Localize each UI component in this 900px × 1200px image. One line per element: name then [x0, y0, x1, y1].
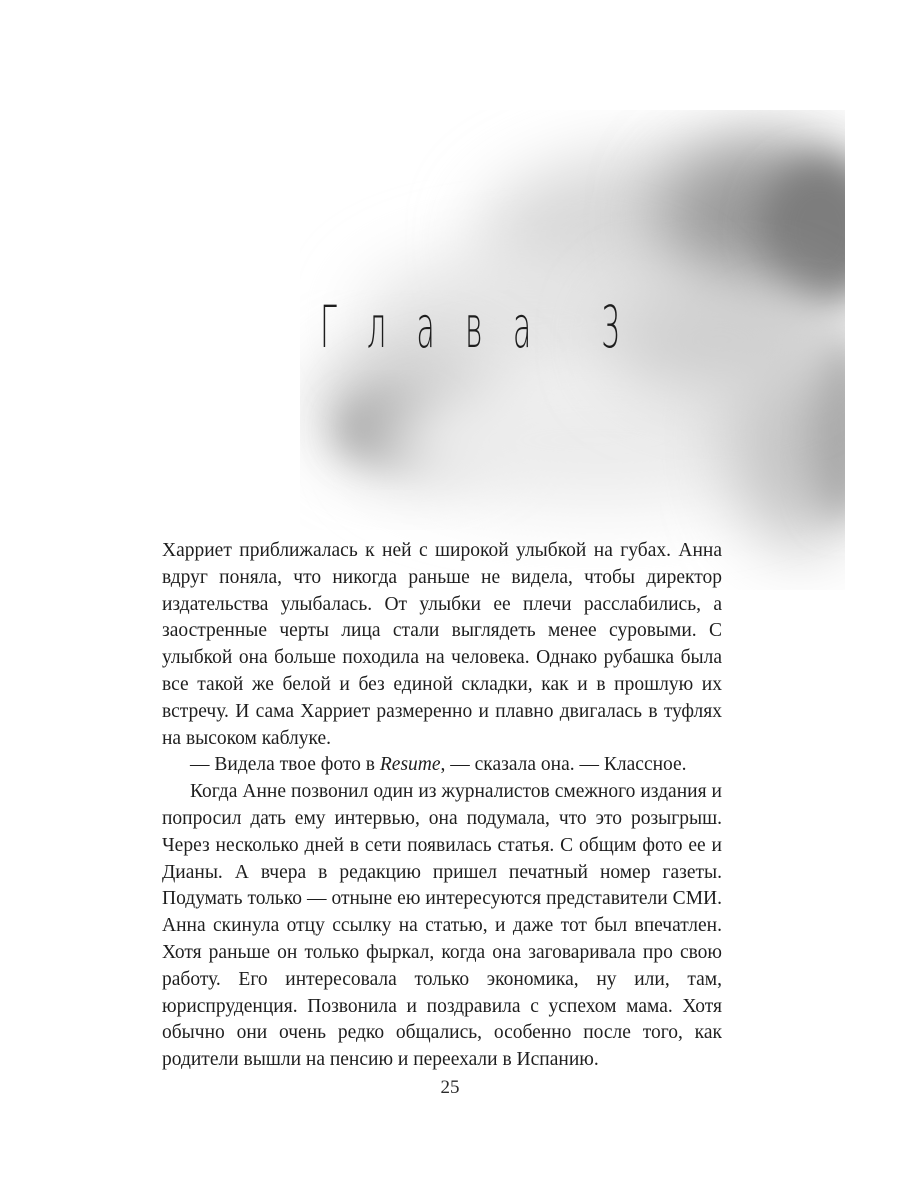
paragraph: Когда Анне позвонил один из журналистов смежного издания и попросил дать ему интервью, она подумала, что это розыгрыш. Через несколько дней в сети появилась статья. С общим фото ее и Дианы. А вчера в редакцию пришел печатный номер газеты. Подумать только — отныне ею интересуются представители СМИ. Анна скинула отцу ссылку на статью, и даже тот был впечатлен. Хотя раньше он только фыркал, когда она заговаривала про свою работу. Его интересовала только экономика, ну или, там, юриспруденция. Позвонила и поздравила с успехом мама. Хотя обычно они очень редко общались, особенно после того, как родители вышли на пенсию и переехали в Испанию.: [162, 781, 722, 1071]
magazine-title: Resume: [379, 754, 441, 776]
paragraph: Харриет приближалась к ней с широкой улыбкой на губах. Анна вдруг поняла, что никогда раньше не видела, чтобы директор издательства улыбалась. От улыбки ее плечи расслабились, а заостренные черты лица стали выглядеть менее суровыми. С улыбкой она больше походила на человека. Однако рубашка была все такой же белой и без единой складки, как и в прошлую их встречу. И сама Харриет размеренно и плавно двигалась в туфлях на высоком каблуке.: [162, 540, 722, 749]
dialogue-text-before: — Видела твое фото в: [190, 754, 380, 776]
chapter-body: [162, 538, 722, 1074]
chapter-title-text: Глава 3: [320, 293, 651, 361]
page-number: 25: [440, 1077, 460, 1098]
dialogue-paragraph: [162, 752, 722, 779]
chapter-title: [320, 292, 651, 362]
dialogue-text-after: , — сказала она. — Классное.: [440, 754, 687, 776]
